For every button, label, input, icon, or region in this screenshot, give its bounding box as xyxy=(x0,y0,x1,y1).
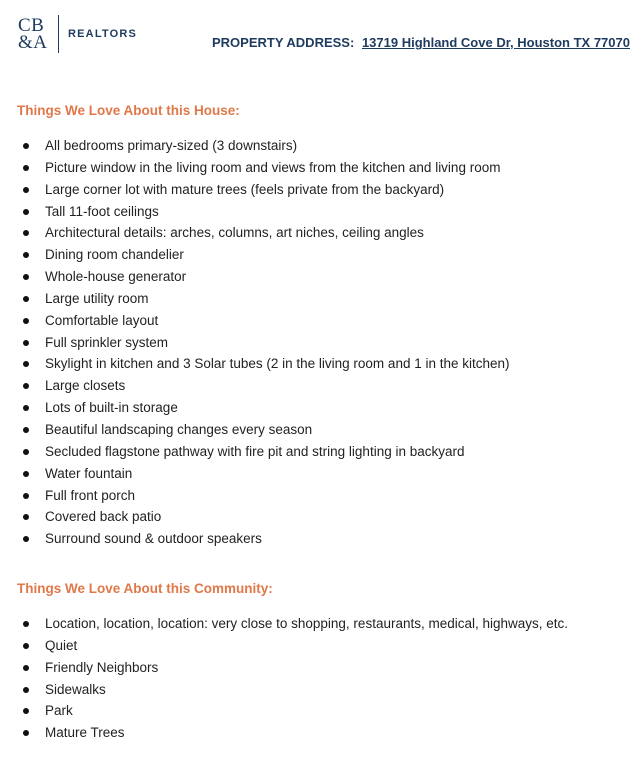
list-item-text: All bedrooms primary-sized (3 downstairs) xyxy=(45,138,298,153)
list-item xyxy=(0,353,510,375)
bullet-icon xyxy=(23,143,29,149)
list-item xyxy=(0,657,568,679)
list-item-text: Large corner lot with mature trees (feels private from the backyard) xyxy=(45,181,445,197)
bullet-icon xyxy=(23,536,29,542)
bullet-icon xyxy=(23,318,29,324)
community-feature-list xyxy=(0,613,568,744)
list-item xyxy=(0,419,510,441)
logo-monogram-line2: &A xyxy=(18,32,48,53)
list-item xyxy=(0,201,510,223)
logo-wordmark: REALTORS xyxy=(68,28,138,40)
property-address-value: 13719 Highland Cove Dr, Houston TX 77070 xyxy=(361,35,630,50)
property-address-label: PROPERTY ADDRESS: xyxy=(212,35,355,50)
list-item xyxy=(0,613,568,635)
bullet-icon xyxy=(23,361,29,367)
list-item-text: Picture window in the living room and views from the kitchen and living room xyxy=(45,159,501,175)
list-item-text: Secluded flagstone pathway with fire pit and string lighting in backyard xyxy=(45,443,465,459)
list-item-text: Large utility room xyxy=(45,290,149,306)
list-item xyxy=(0,266,510,288)
brand-logo xyxy=(18,16,137,52)
bullet-icon xyxy=(23,621,29,627)
list-item-text: Friendly Neighbors xyxy=(45,659,159,675)
bullet-icon xyxy=(23,383,29,389)
list-item-text: Quiet xyxy=(45,637,78,653)
list-item xyxy=(0,679,568,701)
logo-monogram-line1: CB xyxy=(18,15,45,36)
bullet-icon xyxy=(23,730,29,736)
bullet-icon xyxy=(23,340,29,346)
bullet-icon xyxy=(23,165,29,171)
list-item xyxy=(0,397,510,419)
list-item xyxy=(0,722,568,744)
list-item xyxy=(0,463,510,485)
list-item-text: Dining room chandelier xyxy=(45,247,184,263)
bullet-icon xyxy=(23,514,29,520)
list-item xyxy=(0,506,510,528)
logo-divider xyxy=(58,15,59,53)
list-item xyxy=(0,485,510,507)
community-section-heading: Things We Love About this Community: xyxy=(17,581,273,596)
bullet-icon xyxy=(23,209,29,215)
list-item-text: Architectural details: arches, columns, art niches, ceiling angles xyxy=(45,225,424,241)
bullet-icon xyxy=(23,230,29,236)
list-item xyxy=(0,179,510,201)
bullet-icon xyxy=(23,493,29,499)
house-section-heading: Things We Love About this House: xyxy=(17,103,240,118)
list-item-text: Tall 11-foot ceilings xyxy=(45,203,159,219)
bullet-icon xyxy=(23,708,29,714)
list-item-text: Covered back patio xyxy=(45,509,162,525)
bullet-icon xyxy=(23,687,29,693)
list-item xyxy=(0,700,568,722)
list-item xyxy=(0,135,510,157)
list-item-text: Large closets xyxy=(45,378,126,394)
list-item xyxy=(0,441,510,463)
bullet-icon xyxy=(23,427,29,433)
logo-monogram xyxy=(18,17,54,51)
list-item xyxy=(0,288,510,310)
list-item xyxy=(0,222,510,244)
bullet-icon xyxy=(23,471,29,477)
bullet-icon xyxy=(23,405,29,411)
bullet-icon xyxy=(23,252,29,258)
bullet-icon xyxy=(23,449,29,455)
list-item xyxy=(0,332,510,354)
house-feature-list xyxy=(0,135,510,550)
list-item xyxy=(0,244,510,266)
list-item-text: Whole-house generator xyxy=(45,269,187,285)
list-item-text: Full front porch xyxy=(45,487,136,503)
list-item-text: Full sprinkler system xyxy=(45,334,169,350)
list-item-text: Skylight in kitchen and 3 Solar tubes (2 in the living room and 1 in the kitchen) xyxy=(45,356,510,372)
list-item-text: Park xyxy=(45,703,73,719)
list-item-text: Mature Trees xyxy=(45,725,125,741)
list-item-text: Location, location, location: very close to shopping, restaurants, medical, highways, etc. xyxy=(45,616,569,631)
list-item xyxy=(0,635,568,657)
list-item xyxy=(0,310,510,332)
list-item-text: Comfortable layout xyxy=(45,312,159,328)
list-item-text: Sidewalks xyxy=(45,681,106,697)
list-item xyxy=(0,157,510,179)
list-item xyxy=(0,528,510,550)
bullet-icon xyxy=(23,274,29,280)
list-item-text: Water fountain xyxy=(45,465,133,481)
list-item-text: Lots of built-in storage xyxy=(45,400,178,416)
bullet-icon xyxy=(23,665,29,671)
property-address xyxy=(212,35,630,50)
bullet-icon xyxy=(23,187,29,193)
list-item-text: Beautiful landscaping changes every season xyxy=(45,421,313,437)
bullet-icon xyxy=(23,296,29,302)
list-item-text: Surround sound & outdoor speakers xyxy=(45,531,262,547)
list-item xyxy=(0,375,510,397)
bullet-icon xyxy=(23,643,29,649)
